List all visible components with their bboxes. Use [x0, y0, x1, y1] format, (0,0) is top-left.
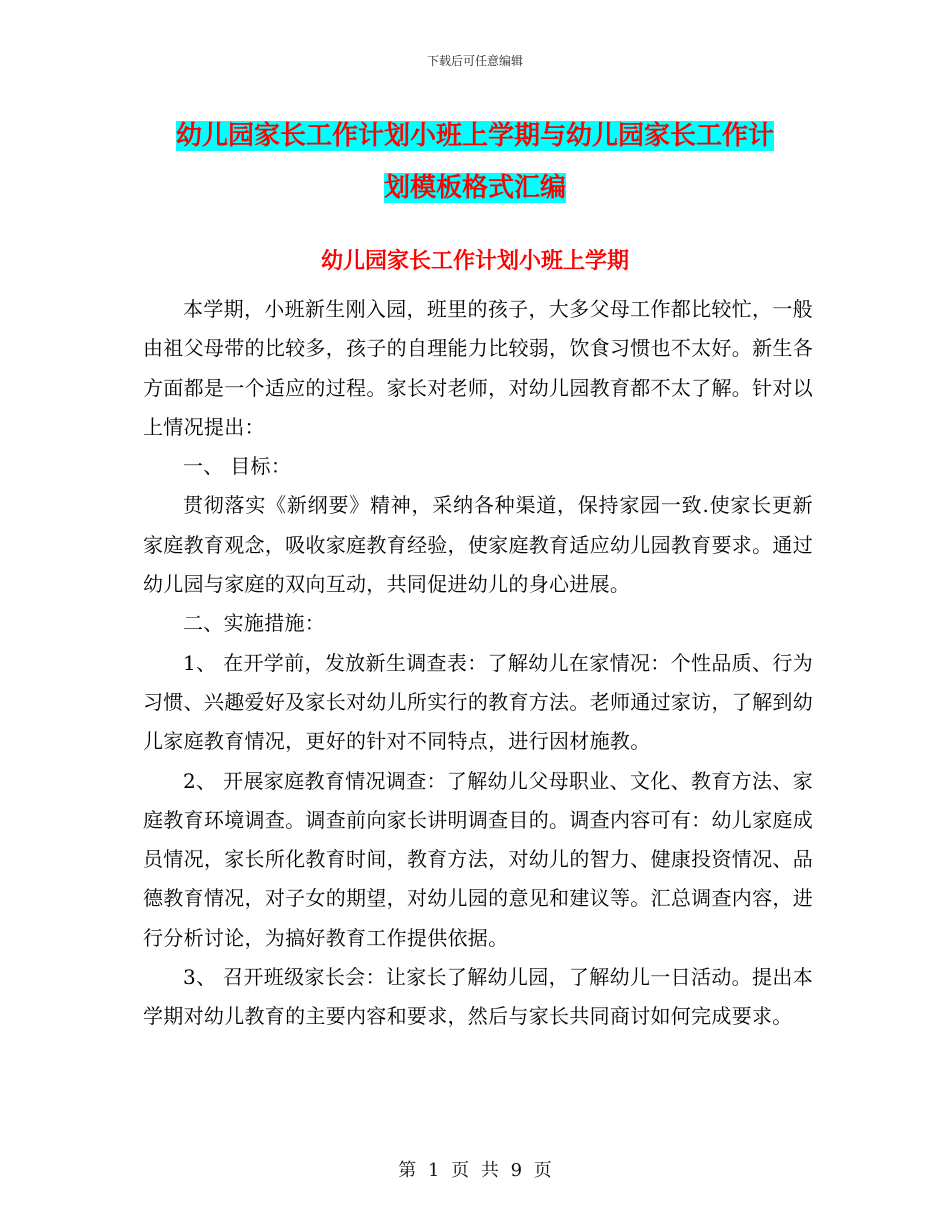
paragraph: 一、 目标： [183, 454, 292, 479]
header-note: 下载后可任意编辑 [426, 54, 523, 68]
section-heading: 幼儿园家长工作计划小班上学期 [320, 249, 629, 274]
paragraph: 二、实施措施： [183, 611, 326, 636]
paragraph: 1、 在开学前，发放新生调查表：了解幼儿在家情况：个性品质、行为习惯、兴趣爱好及家长对幼儿所实行的教育方法。老师通过家访，了解到幼儿家庭教育情况，更好的针对不同特点，进行因材施教。 [143, 650, 813, 754]
paragraph: 贯彻落实《新纲要》精神，采纳各种渠道，保持家园一致.使家长更新家庭教育观念，吸收家庭教育经验，使家庭教育适应幼儿园教育要求。通过幼儿园与家庭的双向互动，共同促进幼儿的身心进展。 [143, 493, 813, 597]
document-title-line1: 幼儿园家长工作计划小班上学期与幼儿园家长工作计 [175, 121, 774, 151]
paragraph: 3、 召开班级家长会：让家长了解幼儿园，了解幼儿一日活动。提出本学期对幼儿教育的主要内容和要求，然后与家长共同商讨如何完成要求。 [143, 965, 813, 1029]
page-footer: 第 1 页 共 9 页 [398, 1160, 552, 1181]
paragraph: 2、 开展家庭教育情况调查：了解幼儿父母职业、文化、教育方法、家庭教育环境调查。调查前向家长讲明调查目的。调查内容可有：幼儿家庭成员情况，家长所化教育时间，教育方法，对幼儿的智力、健康投资情况、品德教育情况，对子女的期望，对幼儿园的意见和建议等。汇总调查内容，进行分析讨论，为搞好教育工作提供依据。 [143, 768, 813, 950]
document-title [140, 110, 810, 214]
paragraph: 本学期，小班新生刚入园，班里的孩子，大多父母工作都比较忙，一般由祖父母带的比较多，孩子的自理能力比较弱，饮食习惯也不太好。新生各方面都是一个适应的过程。家长对老师，对幼儿园教育都不太了解。针对以上情况提出： [143, 297, 813, 439]
document-body [143, 290, 813, 1037]
document-title-line2: 划模板格式汇编 [383, 173, 566, 203]
